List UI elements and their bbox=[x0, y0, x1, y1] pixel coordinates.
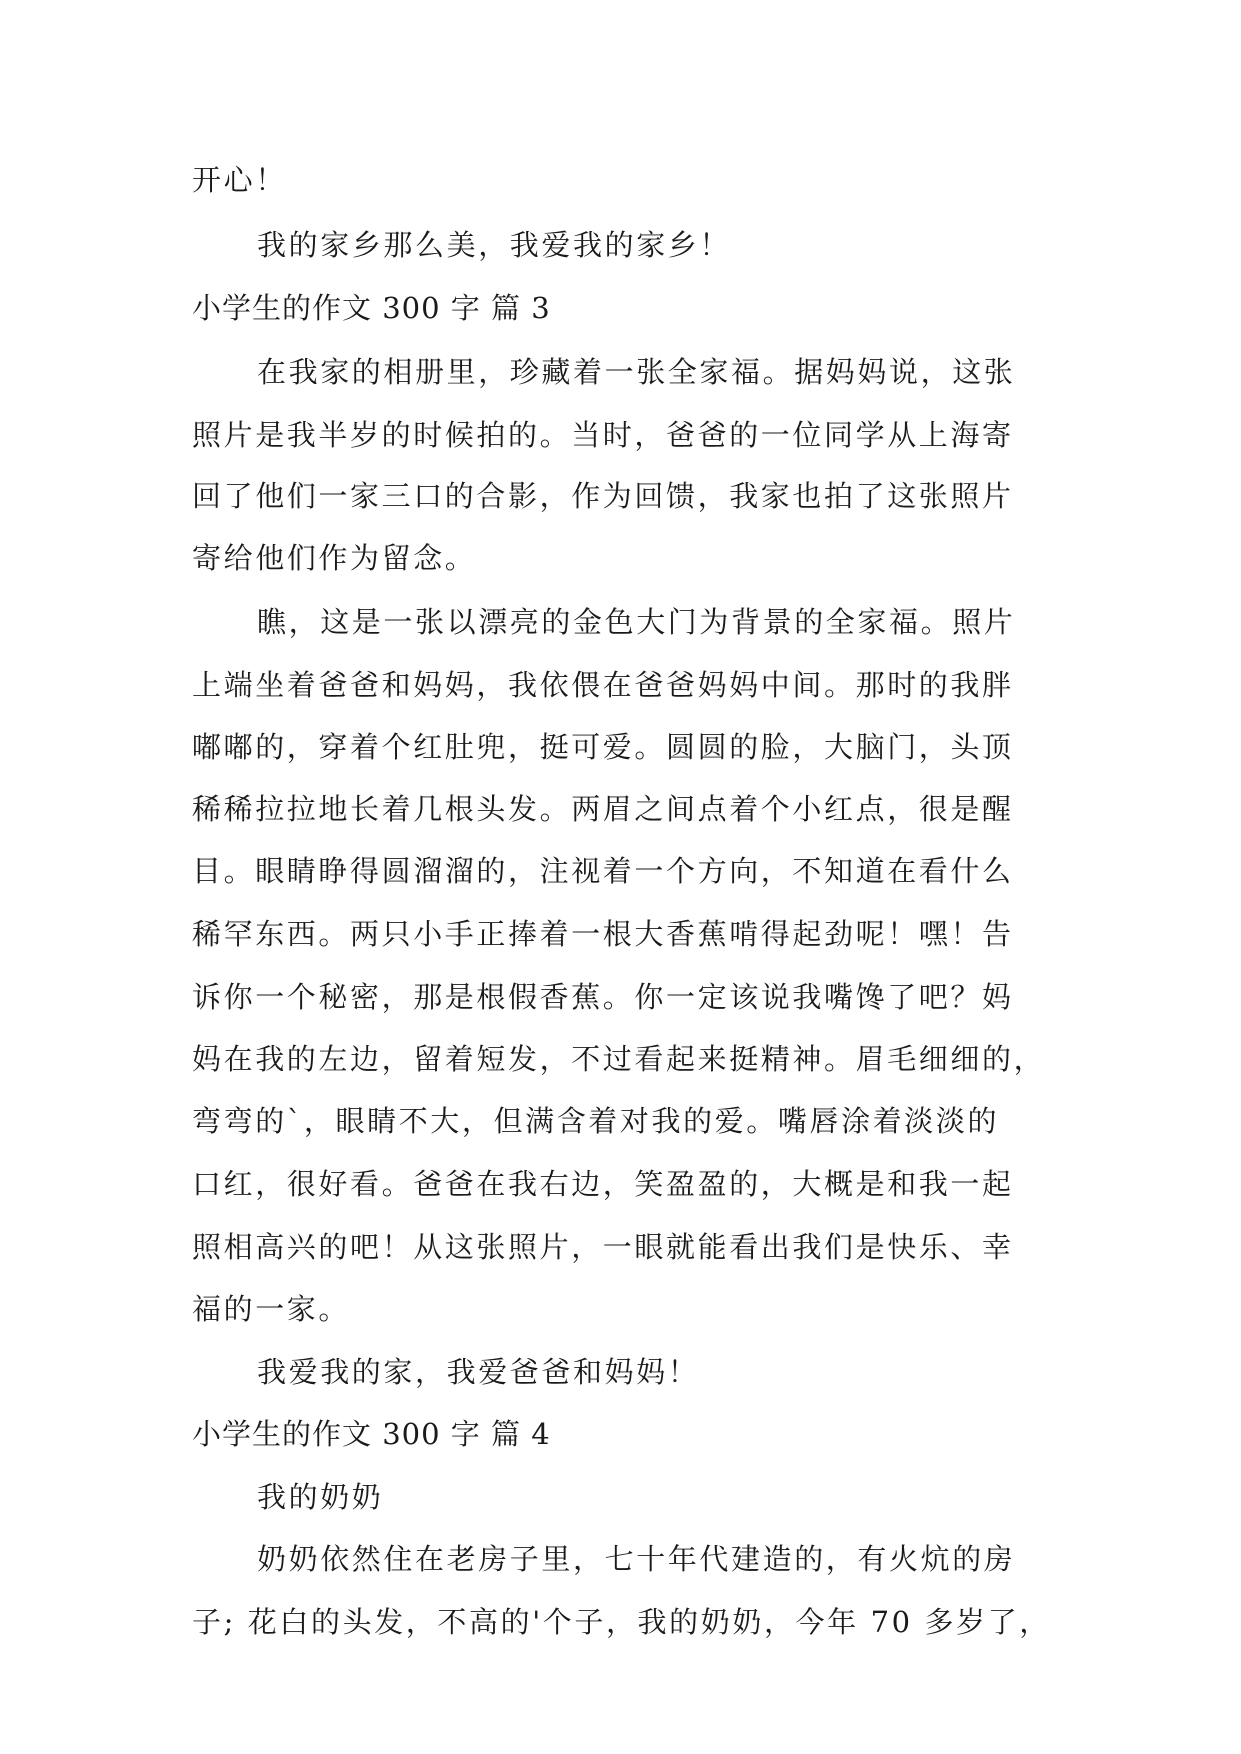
text-line: 上端坐着爸爸和妈妈，我依偎在爸爸妈妈中间。那时的我胖 bbox=[192, 668, 1014, 702]
text-line: 妈在我的左边，留着短发，不过看起来挺精神。眉毛细细的， bbox=[192, 1042, 1046, 1076]
text-line: 弯弯的`，眼睛不大，但满含着对我的爱。嘴唇涂着淡淡的 bbox=[192, 1104, 1000, 1138]
text-line: 瞧，这是一张以漂亮的金色大门为背景的全家福。照片 bbox=[257, 605, 1016, 639]
text-line: 开心！ bbox=[192, 163, 287, 197]
section-heading: 小学生的作文 300 字 篇 3 bbox=[192, 291, 551, 325]
text-line: 口红，很好看。爸爸在我右边，笑盈盈的，大概是和我一起 bbox=[192, 1167, 1014, 1201]
text-line: 诉你一个秘密，那是根假香蕉。你一定该说我嘴馋了吧？妈 bbox=[192, 980, 1014, 1014]
text-line: 目。眼睛睁得圆溜溜的，注视着一个方向，不知道在看什么 bbox=[192, 854, 1014, 888]
text-line: 照片是我半岁的时候拍的。当时，爸爸的一位同学从上海寄 bbox=[192, 418, 1014, 452]
text-line: 奶奶依然住在老房子里，七十年代建造的，有火炕的房 bbox=[257, 1542, 1016, 1576]
text-line: 在我家的相册里，珍藏着一张全家福。据妈妈说，这张 bbox=[257, 355, 1016, 389]
text-line: 我的家乡那么美，我爱我的家乡！ bbox=[257, 228, 732, 262]
text-line: 寄给他们作为留念。 bbox=[192, 541, 477, 575]
text-line: 我爱我的家，我爱爸爸和妈妈！ bbox=[257, 1355, 700, 1389]
text-line: 照相高兴的吧！从这张照片，一眼就能看出我们是快乐、幸 bbox=[192, 1230, 1014, 1264]
text-line: 回了他们一家三口的合影，作为回馈，我家也拍了这张照片 bbox=[192, 479, 1014, 513]
text-line: 稀罕东西。两只小手正捧着一根大香蕉啃得起劲呢！嘿！告 bbox=[192, 917, 1014, 951]
text-line: 我的奶奶 bbox=[257, 1480, 384, 1514]
text-line: 子; 花白的头发，不高的'个子，我的奶奶，今年 70 多岁了， bbox=[192, 1605, 1051, 1639]
text-line: 稀稀拉拉地长着几根头发。两眉之间点着个小红点，很是醒 bbox=[192, 792, 1014, 826]
text-line: 嘟嘟的，穿着个红肚兜，挺可爱。圆圆的脸，大脑门，头顶 bbox=[192, 730, 1014, 764]
text-line: 福的一家。 bbox=[192, 1292, 351, 1326]
section-heading: 小学生的作文 300 字 篇 4 bbox=[192, 1417, 551, 1451]
